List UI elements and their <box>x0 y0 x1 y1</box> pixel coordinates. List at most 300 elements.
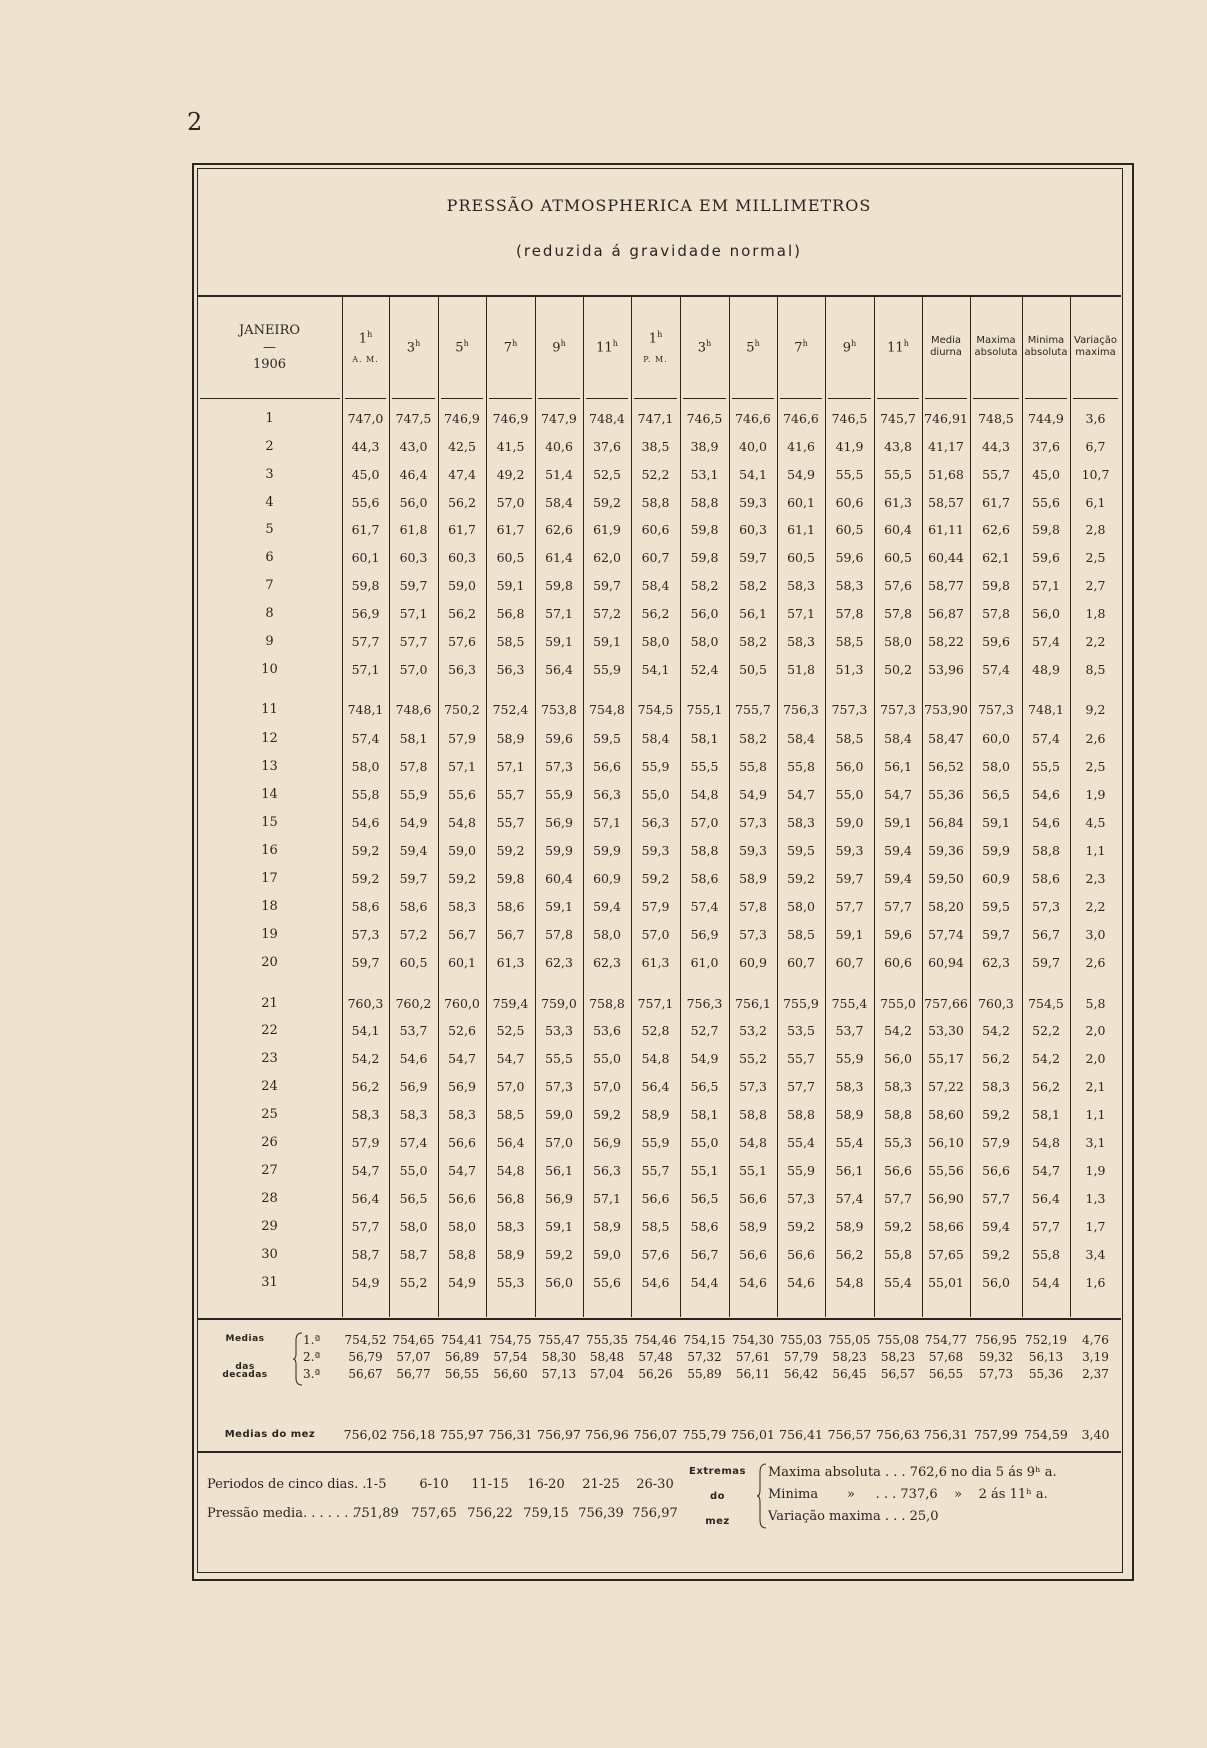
table-cell: 58,9 <box>593 1219 621 1234</box>
table-cell: 60,5 <box>787 550 815 565</box>
table-cell: 56,84 <box>928 815 964 830</box>
day-label: 8 <box>265 606 274 621</box>
table-cell: 58,4 <box>545 495 573 510</box>
table-cell: 58,5 <box>641 1219 670 1234</box>
table-cell: 748,5 <box>978 411 1014 426</box>
table-cell: 58,7 <box>351 1247 380 1262</box>
table-cell: 759,0 <box>541 996 577 1011</box>
decade-mean-cell: 56,77 <box>396 1367 431 1381</box>
header-hour-number: 1 <box>358 331 368 347</box>
month-mean-cell: 756,63 <box>876 1427 920 1442</box>
table-cell: 57,8 <box>399 759 428 774</box>
decade-mean-cell: 58,48 <box>589 1350 625 1364</box>
day-label: 27 <box>261 1163 278 1178</box>
table-cell: 56,7 <box>1032 927 1060 942</box>
header-bottom-rule <box>732 398 774 399</box>
table-cell: 58,9 <box>739 871 767 886</box>
table-cell: 58,9 <box>739 1219 767 1234</box>
decade-mean-cell: 56,26 <box>638 1367 673 1381</box>
table-cell: 2,2 <box>1085 634 1106 649</box>
table-cell: 1,7 <box>1085 1219 1106 1234</box>
table-cell: 58,6 <box>690 871 719 886</box>
table-cell: 59,4 <box>884 871 912 886</box>
header-bottom-rule <box>200 398 340 399</box>
table-cell: 58,2 <box>739 634 767 649</box>
table-cell: 57,1 <box>1032 578 1060 593</box>
table-cell: 58,47 <box>928 731 964 746</box>
table-cell: 57,3 <box>545 1079 573 1094</box>
period-pressure: 756,22 <box>467 1506 513 1521</box>
table-cell: 2,5 <box>1085 759 1106 774</box>
table-cell: 60,3 <box>739 522 767 537</box>
table-cell: 59,2 <box>641 871 670 886</box>
decade-mean-cell: 56,57 <box>880 1367 916 1381</box>
table-cell: 56,9 <box>593 1135 621 1150</box>
table-cell: 748,1 <box>1028 702 1064 717</box>
table-cell: 54,2 <box>351 1051 380 1066</box>
header-min-l2: absoluta <box>1024 347 1068 358</box>
month-mean-cell: 756,01 <box>731 1427 775 1442</box>
table-cell: 55,9 <box>787 1163 815 1178</box>
table-cell: 55,7 <box>982 467 1010 482</box>
table-cell: 60,3 <box>448 550 476 565</box>
month-mean-cell: 756,07 <box>633 1427 678 1442</box>
table-cell: 59,6 <box>835 550 864 565</box>
table-cell: 53,96 <box>928 662 964 677</box>
decade-mean-cell: 57,79 <box>783 1350 819 1364</box>
header-bottom-rule <box>973 398 1019 399</box>
month-mean-cell: 756,18 <box>391 1427 436 1442</box>
table-cell: 61,3 <box>884 495 912 510</box>
table-cell: 58,0 <box>593 927 621 942</box>
header-hour-number: 7 <box>794 340 803 356</box>
decade-name: 2.ª <box>303 1350 321 1364</box>
table-cell: 760,2 <box>395 996 432 1011</box>
table-cell: 59,8 <box>545 578 573 593</box>
table-cell: 59,1 <box>982 815 1010 830</box>
table-cell: 59,8 <box>690 522 719 537</box>
table-cell: 61,8 <box>399 522 428 537</box>
table-cell: 56,9 <box>351 606 380 621</box>
extremes-label-l2: do <box>709 1491 726 1502</box>
table-cell: 55,5 <box>545 1051 573 1066</box>
table-cell: 51,3 <box>835 662 864 677</box>
table-cell: 58,6 <box>496 899 525 914</box>
header-hour-number: 5 <box>455 340 464 356</box>
table-cell: 58,3 <box>496 1219 525 1234</box>
table-cell: 57,4 <box>1032 731 1060 746</box>
table-cell: 58,8 <box>884 1107 912 1122</box>
table-cell: 59,9 <box>593 843 621 858</box>
table-cell: 57,1 <box>448 759 476 774</box>
table-cell: 54,7 <box>448 1163 476 1178</box>
header-bottom-rule <box>634 398 677 399</box>
header-month-cell <box>197 296 342 398</box>
table-cell: 59,0 <box>448 578 476 593</box>
table-cell: 55,2 <box>399 1275 428 1290</box>
table-cell: 55,9 <box>641 1135 670 1150</box>
table-cell: 57,1 <box>351 662 380 677</box>
header-bottom-rule <box>345 398 386 399</box>
table-cell: 54,8 <box>448 815 476 830</box>
table-cell: 747,0 <box>347 411 384 426</box>
table-cell: 57,8 <box>545 927 573 942</box>
table-cell: 59,7 <box>593 578 621 593</box>
table-cell: 57,65 <box>928 1247 964 1262</box>
table-cell: 57,8 <box>835 606 864 621</box>
table-cell: 747,1 <box>637 411 674 426</box>
header-hour-cell <box>874 296 922 398</box>
extremes-label-l1: Extremas <box>689 1466 746 1477</box>
table-cell: 56,0 <box>982 1275 1010 1290</box>
header-media-l1: Media <box>930 335 962 346</box>
decade-mean-cell: 4,76 <box>1082 1333 1109 1347</box>
table-cell: 59,8 <box>496 871 525 886</box>
table-cell: 60,1 <box>787 495 815 510</box>
table-cell: 59,0 <box>448 843 476 858</box>
table-cell: 56,6 <box>739 1191 767 1206</box>
header-hour-suffix: h <box>560 338 566 348</box>
month-mean-cell: 756,41 <box>779 1427 823 1442</box>
table-cell: 58,3 <box>835 578 864 593</box>
table-cell: 56,4 <box>496 1135 525 1150</box>
table-cell: 60,5 <box>835 522 864 537</box>
table-cell: 56,7 <box>496 927 525 942</box>
table-cell: 41,17 <box>928 439 964 454</box>
decade-mean-cell: 754,75 <box>489 1333 532 1347</box>
table-cell: 54,2 <box>884 1023 912 1038</box>
table-cell: 55,4 <box>884 1275 912 1290</box>
day-label: 9 <box>265 634 274 649</box>
day-label: 17 <box>261 871 278 886</box>
table-cell: 52,5 <box>593 467 621 482</box>
periods-label: Periodos de cinco dias. . <box>207 1477 367 1492</box>
table-cell: 48,9 <box>1032 662 1060 677</box>
day-label: 19 <box>261 927 278 942</box>
table-cell: 56,9 <box>545 1191 573 1206</box>
table-cell: 51,68 <box>928 467 964 482</box>
table-cell: 2,6 <box>1085 955 1106 970</box>
header-hour <box>504 339 517 355</box>
table-cell: 3,1 <box>1085 1135 1106 1150</box>
table-cell: 60,1 <box>351 550 380 565</box>
table-cell: 59,2 <box>982 1107 1010 1122</box>
table-cell: 41,5 <box>496 439 525 454</box>
table-cell: 59,9 <box>545 843 573 858</box>
table-cell: 1,1 <box>1085 843 1106 858</box>
table-cell: 757,66 <box>924 996 968 1011</box>
table-cell: 59,3 <box>739 843 767 858</box>
decade-mean-cell: 57,13 <box>541 1367 577 1381</box>
table-cell: 1,3 <box>1085 1191 1106 1206</box>
table-cell: 58,9 <box>641 1107 670 1122</box>
header-hour-cell <box>486 296 535 398</box>
table-cell: 58,6 <box>690 1219 719 1234</box>
table-cell: 59,8 <box>690 550 719 565</box>
table-cell: 59,2 <box>351 871 380 886</box>
table-cell: 58,6 <box>351 899 380 914</box>
table-cell: 59,4 <box>982 1219 1010 1234</box>
table-cell: 58,9 <box>835 1219 864 1234</box>
month-mean-cell: 757,99 <box>974 1427 1018 1442</box>
table-cell: 59,1 <box>496 578 525 593</box>
header-hour-number: 9 <box>552 340 561 356</box>
table-cell: 52,4 <box>690 662 719 677</box>
table-title: PRESSÃO ATMOSPHERICA EM MILLIMETROS <box>446 196 872 215</box>
table-cell: 58,1 <box>1032 1107 1060 1122</box>
header-bottom-rule <box>1073 398 1118 399</box>
table-cell: 744,9 <box>1028 411 1064 426</box>
header-hour-suffix: h <box>415 338 421 348</box>
table-cell: 54,2 <box>982 1023 1010 1038</box>
table-cell: 56,6 <box>739 1247 767 1262</box>
header-hour-suffix: h <box>903 338 909 348</box>
decade-mean-cell: 57,68 <box>928 1350 964 1364</box>
table-cell: 56,7 <box>690 1247 719 1262</box>
table-cell: 56,7 <box>448 927 476 942</box>
table-cell: 55,9 <box>641 759 670 774</box>
day-label: 22 <box>261 1023 278 1038</box>
decade-mean-cell: 57,73 <box>978 1367 1014 1381</box>
table-cell: 57,4 <box>690 899 719 914</box>
table-cell: 54,7 <box>884 787 912 802</box>
table-cell: 54,7 <box>448 1051 476 1066</box>
table-cell: 56,2 <box>448 495 476 510</box>
table-cell: 58,0 <box>399 1219 428 1234</box>
table-cell: 6,7 <box>1085 439 1106 454</box>
table-cell: 1,9 <box>1085 787 1106 802</box>
header-hour <box>552 339 565 355</box>
table-cell: 57,6 <box>448 634 476 649</box>
table-cell: 756,3 <box>783 702 819 717</box>
table-cell: 58,8 <box>448 1247 476 1262</box>
period-pressure: 759,15 <box>523 1506 569 1521</box>
table-cell: 57,1 <box>399 606 428 621</box>
table-cell: 56,5 <box>982 787 1010 802</box>
decade-mean-cell: 754,77 <box>925 1333 967 1347</box>
table-cell: 58,2 <box>690 578 719 593</box>
table-cell: 57,7 <box>835 899 864 914</box>
header-var-l1: Variação <box>1074 335 1117 346</box>
table-cell: 754,5 <box>1028 996 1064 1011</box>
table-cell: 2,5 <box>1085 550 1106 565</box>
table-cell: 3,6 <box>1085 411 1106 426</box>
table-cell: 57,0 <box>496 495 525 510</box>
table-cell: 52,6 <box>448 1023 476 1038</box>
table-cell: 56,6 <box>787 1247 815 1262</box>
table-cell: 41,6 <box>787 439 815 454</box>
table-cell: 56,9 <box>690 927 719 942</box>
table-cell: 59,5 <box>593 731 621 746</box>
table-cell: 56,1 <box>884 759 912 774</box>
decade-name: 1.ª <box>303 1333 321 1347</box>
table-cell: 757,3 <box>880 702 916 717</box>
table-cell: 56,6 <box>884 1163 912 1178</box>
table-cell: 55,5 <box>1032 759 1060 774</box>
table-cell: 57,6 <box>884 578 912 593</box>
table-cell: 56,3 <box>593 787 621 802</box>
table-cell: 59,0 <box>593 1247 621 1262</box>
table-cell: 748,6 <box>395 702 432 717</box>
table-cell: 58,60 <box>928 1107 964 1122</box>
decade-mean-cell: 754,65 <box>392 1333 435 1347</box>
table-cell: 54,7 <box>787 787 815 802</box>
table-cell: 60,9 <box>739 955 767 970</box>
table-cell: 56,0 <box>835 759 864 774</box>
header-var-cell <box>1070 296 1121 398</box>
decade-mean-cell: 59,32 <box>978 1350 1014 1364</box>
table-cell: 57,3 <box>1032 899 1060 914</box>
month-mean-cell: 756,31 <box>488 1427 533 1442</box>
header-pm: P. M. <box>643 354 668 364</box>
table-cell: 45,0 <box>1032 467 1060 482</box>
table-cell: 755,1 <box>686 702 723 717</box>
table-cell: 755,7 <box>735 702 771 717</box>
table-subtitle: (reduzida á gravidade normal) <box>516 242 802 260</box>
table-cell: 57,7 <box>884 1191 912 1206</box>
table-cell: 57,4 <box>351 731 380 746</box>
decades-top-rule <box>197 1318 1121 1320</box>
table-cell: 60,94 <box>928 955 964 970</box>
table-cell: 759,4 <box>492 996 529 1011</box>
table-cell: 57,22 <box>928 1079 964 1094</box>
header-hour-number: 9 <box>842 340 852 356</box>
table-cell: 60,1 <box>448 955 476 970</box>
table-cell: 752,4 <box>492 702 529 717</box>
table-cell: 59,7 <box>399 578 428 593</box>
decade-mean-cell: 56,13 <box>1028 1350 1064 1364</box>
table-cell: 54,9 <box>739 787 767 802</box>
table-cell: 59,6 <box>545 731 573 746</box>
table-cell: 2,8 <box>1085 522 1106 537</box>
table-cell: 52,7 <box>690 1023 719 1038</box>
decade-mean-cell: 57,48 <box>638 1350 673 1364</box>
table-cell: 55,17 <box>928 1051 964 1066</box>
header-hour-suffix: h <box>512 338 518 348</box>
table-cell: 54,9 <box>787 467 815 482</box>
header-hour-cell <box>777 296 825 398</box>
table-cell: 756,1 <box>735 996 771 1011</box>
table-cell: 58,22 <box>928 634 964 649</box>
table-cell: 60,44 <box>928 550 964 565</box>
header-hour <box>596 339 618 355</box>
table-cell: 53,5 <box>787 1023 815 1038</box>
table-cell: 745,7 <box>880 411 916 426</box>
table-cell: 56,6 <box>641 1191 670 1206</box>
table-cell: 58,5 <box>835 634 864 649</box>
table-cell: 56,6 <box>593 759 621 774</box>
table-cell: 57,0 <box>545 1135 573 1150</box>
table-cell: 2,0 <box>1085 1051 1106 1066</box>
table-cell: 62,6 <box>545 522 573 537</box>
table-cell: 58,3 <box>448 899 476 914</box>
table-cell: 58,8 <box>787 1107 815 1122</box>
table-cell: 57,7 <box>399 634 428 649</box>
table-cell: 54,1 <box>641 662 670 677</box>
month-mean-cell: 756,97 <box>537 1427 581 1442</box>
header-hour <box>698 339 711 355</box>
table-cell: 38,9 <box>690 439 719 454</box>
day-label: 12 <box>261 731 278 746</box>
decade-mean-cell: 58,23 <box>832 1350 867 1364</box>
table-cell: 37,6 <box>593 439 621 454</box>
table-cell: 59,1 <box>835 927 864 942</box>
table-cell: 747,5 <box>395 411 432 426</box>
table-cell: 60,7 <box>787 955 815 970</box>
table-cell: 40,6 <box>545 439 573 454</box>
table-cell: 61,11 <box>928 522 964 537</box>
table-cell: 56,3 <box>641 815 670 830</box>
table-cell: 56,4 <box>1032 1191 1060 1206</box>
page-number: 2 <box>187 108 203 136</box>
table-cell: 57,0 <box>690 815 719 830</box>
table-cell: 59,6 <box>1032 550 1060 565</box>
table-cell: 746,5 <box>686 411 723 426</box>
decade-mean-cell: 754,41 <box>441 1333 483 1347</box>
decade-mean-cell: 57,04 <box>589 1367 625 1381</box>
table-cell: 1,9 <box>1085 1163 1106 1178</box>
period-range: 11-15 <box>471 1477 509 1492</box>
header-hour <box>359 330 372 346</box>
decade-mean-cell: 754,30 <box>732 1333 774 1347</box>
decade-mean-cell: 56,79 <box>348 1350 383 1364</box>
table-cell: 58,4 <box>787 731 815 746</box>
table-cell: 59,2 <box>545 1247 573 1262</box>
table-cell: 58,6 <box>399 899 428 914</box>
table-cell: 57,4 <box>982 662 1010 677</box>
table-cell: 58,1 <box>690 1107 719 1122</box>
table-cell: 59,0 <box>835 815 864 830</box>
table-cell: 55,8 <box>787 759 815 774</box>
table-cell: 59,7 <box>982 927 1010 942</box>
table-cell: 59,2 <box>593 495 621 510</box>
table-cell: 61,3 <box>496 955 525 970</box>
table-cell: 54,6 <box>399 1051 428 1066</box>
table-cell: 57,4 <box>399 1135 428 1150</box>
table-cell: 746,9 <box>444 411 480 426</box>
table-cell: 58,0 <box>884 634 912 649</box>
table-cell: 61,0 <box>690 955 719 970</box>
table-cell: 59,3 <box>739 495 767 510</box>
month-mean-cell: 754,59 <box>1024 1427 1068 1442</box>
table-cell: 58,5 <box>787 927 815 942</box>
table-cell: 758,8 <box>589 996 625 1011</box>
table-cell: 56,4 <box>351 1191 380 1206</box>
table-cell: 51,8 <box>787 662 815 677</box>
table-cell: 62,0 <box>593 550 621 565</box>
day-label: 29 <box>261 1219 278 1234</box>
table-cell: 58,8 <box>690 495 719 510</box>
table-cell: 757,3 <box>831 702 868 717</box>
day-label: 15 <box>261 815 278 830</box>
header-hour-cell <box>535 296 583 398</box>
table-cell: 55,8 <box>1032 1247 1060 1262</box>
month-mean-cell: 755,79 <box>682 1427 727 1442</box>
table-cell: 58,0 <box>787 899 815 914</box>
table-cell: 40,0 <box>739 439 767 454</box>
header-hour-suffix: h <box>367 330 373 340</box>
table-cell: 59,8 <box>982 578 1010 593</box>
header-dash: — <box>263 339 276 355</box>
table-cell: 750,2 <box>444 702 480 717</box>
table-cell: 38,5 <box>641 439 670 454</box>
table-cell: 58,66 <box>928 1219 964 1234</box>
table-cell: 58,1 <box>399 731 428 746</box>
table-cell: 56,90 <box>928 1191 964 1206</box>
table-cell: 56,5 <box>690 1191 719 1206</box>
table-cell: 53,30 <box>928 1023 964 1038</box>
table-cell: 44,3 <box>982 439 1010 454</box>
